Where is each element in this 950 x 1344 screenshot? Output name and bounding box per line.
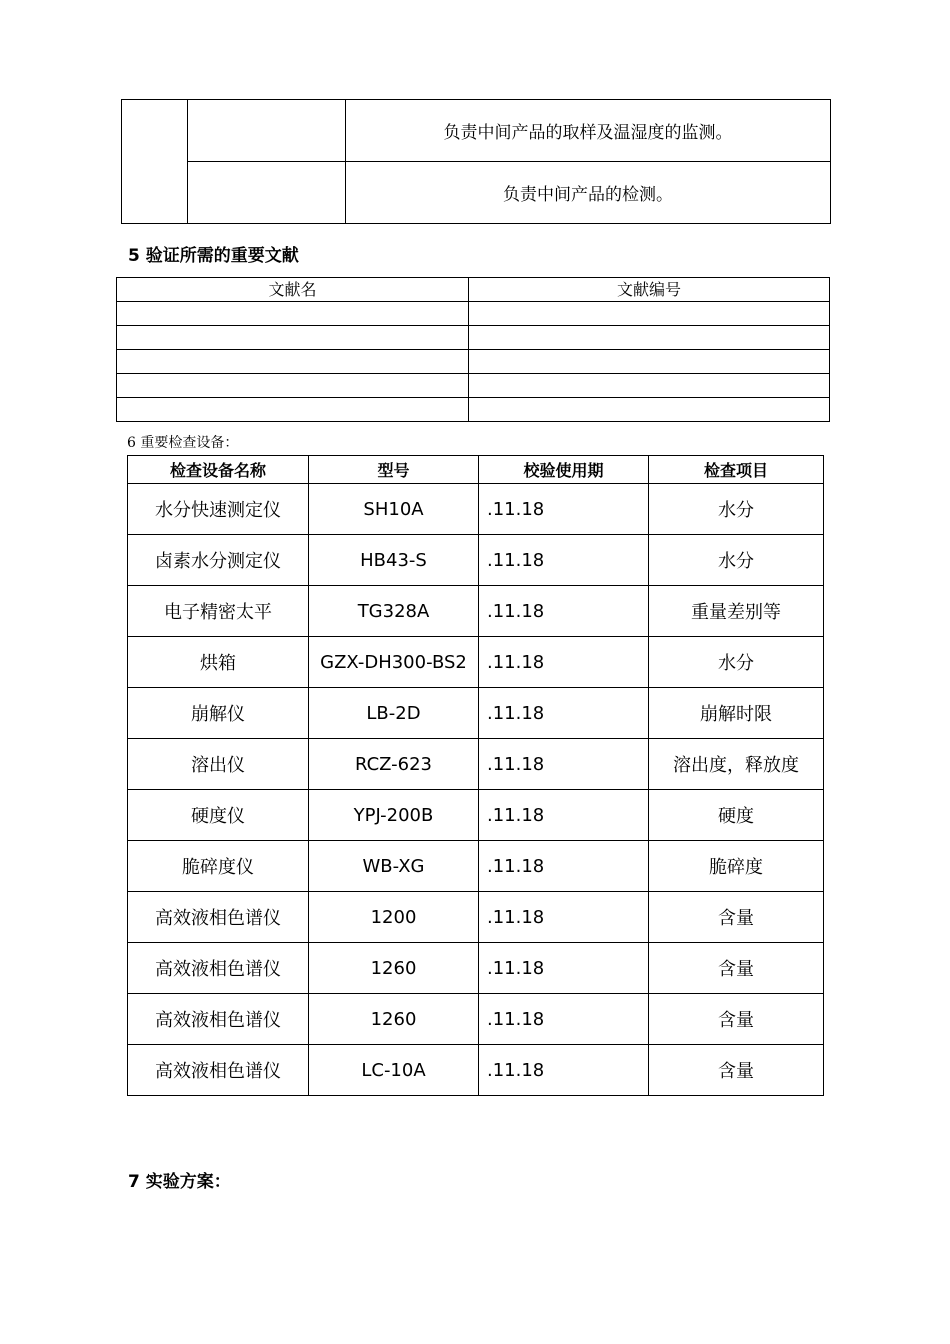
table-cell: [117, 398, 469, 422]
calibration-date: .11.18: [479, 688, 649, 739]
column-header: 文献编号: [469, 278, 830, 302]
merged-cell: [122, 100, 188, 224]
column-header: 检查项目: [649, 456, 824, 484]
inspection-item: 重量差别等: [649, 586, 824, 637]
calibration-date: .11.18: [479, 535, 649, 586]
calibration-date: .11.18: [479, 484, 649, 535]
table-cell: [469, 374, 830, 398]
calibration-date: .11.18: [479, 790, 649, 841]
equipment-model: WB-XG: [309, 841, 479, 892]
table-row: [128, 586, 824, 637]
section-heading-7: 7 实验方案：: [128, 1172, 231, 1192]
table-cell: [188, 162, 346, 224]
equipment-name: 高效液相色谱仪: [128, 892, 309, 943]
literature-table: [116, 277, 830, 422]
inspection-item: 崩解时限: [649, 688, 824, 739]
table-row: [117, 326, 830, 350]
equipment-model: 1260: [309, 943, 479, 994]
table-row: [128, 1045, 824, 1096]
column-header: 校验使用期: [479, 456, 649, 484]
calibration-date: .11.18: [479, 739, 649, 790]
column-header: 型号: [309, 456, 479, 484]
equipment-name: 高效液相色谱仪: [128, 943, 309, 994]
inspection-item: 硬度: [649, 790, 824, 841]
table-row: [117, 398, 830, 422]
table-row: [122, 100, 831, 162]
table-cell: [469, 302, 830, 326]
equipment-model: TG328A: [309, 586, 479, 637]
equipment-name: 水分快速测定仪: [128, 484, 309, 535]
calibration-date: .11.18: [479, 994, 649, 1045]
table-row: [128, 841, 824, 892]
table-cell: 负责中间产品的检测。: [346, 162, 831, 224]
responsibility-table: [121, 99, 831, 224]
table-header-row: [117, 278, 830, 302]
table-cell: [117, 302, 469, 326]
table-cell: [117, 326, 469, 350]
table-cell: [188, 100, 346, 162]
inspection-item: 水分: [649, 637, 824, 688]
table-header-row: [128, 456, 824, 484]
equipment-table: [127, 455, 824, 1096]
equipment-model: YPJ-200B: [309, 790, 479, 841]
equipment-name: 硬度仪: [128, 790, 309, 841]
inspection-item: 含量: [649, 1045, 824, 1096]
table-cell: [469, 350, 830, 374]
equipment-name: 卤素水分测定仪: [128, 535, 309, 586]
calibration-date: .11.18: [479, 1045, 649, 1096]
table-cell: [469, 398, 830, 422]
table-row: [117, 302, 830, 326]
calibration-date: .11.18: [479, 841, 649, 892]
equipment-model: HB43-S: [309, 535, 479, 586]
equipment-name: 烘箱: [128, 637, 309, 688]
table-row: [128, 892, 824, 943]
equipment-name: 高效液相色谱仪: [128, 994, 309, 1045]
equipment-name: 崩解仪: [128, 688, 309, 739]
table-row: [128, 484, 824, 535]
table-cell: 负责中间产品的取样及温湿度的监测。: [346, 100, 831, 162]
table-row: [128, 739, 824, 790]
column-header: 检查设备名称: [128, 456, 309, 484]
inspection-item: 溶出度，释放度: [649, 739, 824, 790]
equipment-model: RCZ-623: [309, 739, 479, 790]
table-cell: [469, 326, 830, 350]
calibration-date: .11.18: [479, 943, 649, 994]
table-cell: [117, 374, 469, 398]
table-row: [117, 350, 830, 374]
table-row: [128, 637, 824, 688]
column-header: 文献名: [117, 278, 469, 302]
section-heading-5: 5 验证所需的重要文献: [128, 246, 299, 266]
inspection-item: 脆碎度: [649, 841, 824, 892]
table-row: [128, 688, 824, 739]
equipment-model: 1260: [309, 994, 479, 1045]
equipment-model: LC-10A: [309, 1045, 479, 1096]
equipment-name: 脆碎度仪: [128, 841, 309, 892]
table-row: [122, 162, 831, 224]
inspection-item: 水分: [649, 484, 824, 535]
table-cell: [117, 350, 469, 374]
inspection-item: 含量: [649, 994, 824, 1045]
inspection-item: 水分: [649, 535, 824, 586]
calibration-date: .11.18: [479, 586, 649, 637]
equipment-model: SH10A: [309, 484, 479, 535]
table-row: [128, 790, 824, 841]
table-row: [117, 374, 830, 398]
calibration-date: .11.18: [479, 637, 649, 688]
equipment-name: 电子精密太平: [128, 586, 309, 637]
section-heading-6: 6 重要检查设备：: [127, 435, 239, 451]
equipment-name: 高效液相色谱仪: [128, 1045, 309, 1096]
equipment-name: 溶出仪: [128, 739, 309, 790]
inspection-item: 含量: [649, 943, 824, 994]
table-row: [128, 994, 824, 1045]
table-row: [128, 535, 824, 586]
calibration-date: .11.18: [479, 892, 649, 943]
inspection-item: 含量: [649, 892, 824, 943]
table-row: [128, 943, 824, 994]
equipment-model: LB-2D: [309, 688, 479, 739]
equipment-model: GZX-DH300-BS2: [309, 637, 479, 688]
equipment-model: 1200: [309, 892, 479, 943]
